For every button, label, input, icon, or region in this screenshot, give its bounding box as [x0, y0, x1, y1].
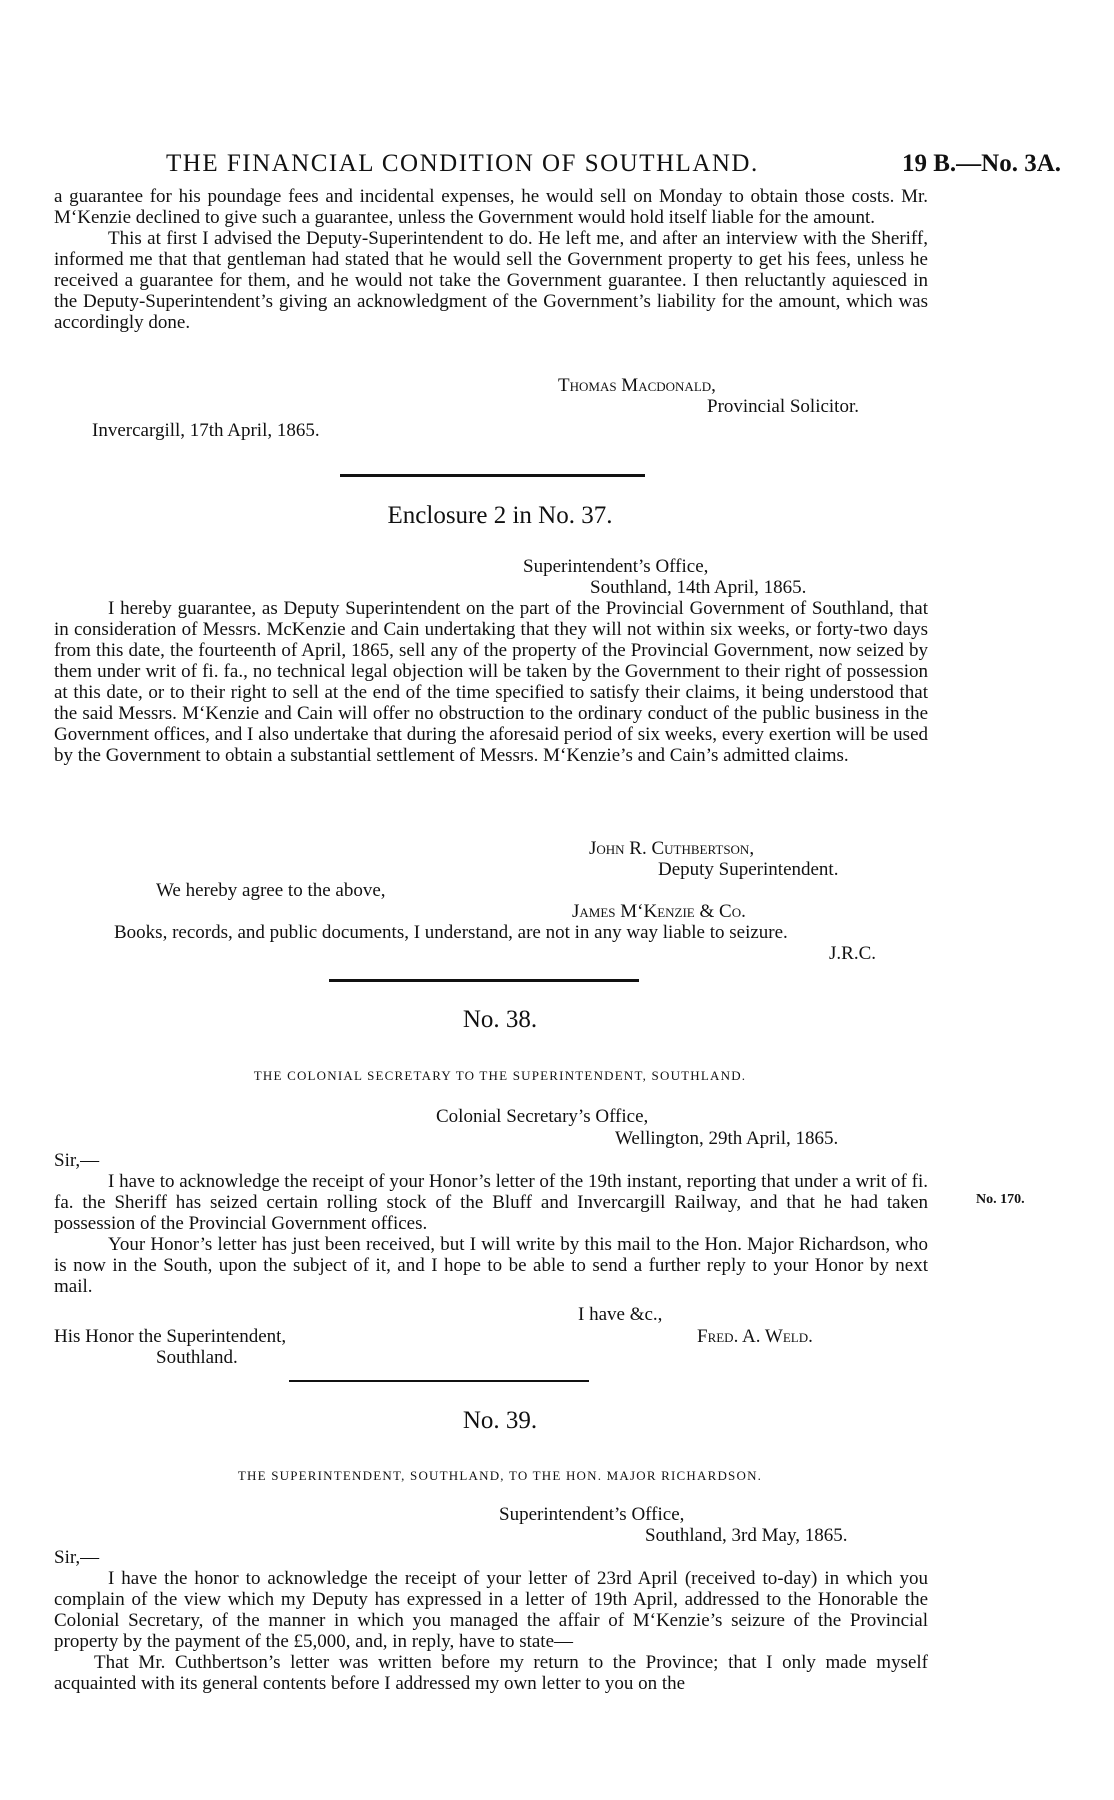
salutation: Sir,— — [54, 1150, 100, 1171]
agreement-line: We hereby agree to the above, — [156, 880, 386, 901]
page-reference-number: 19 B.—No. 3A. — [902, 150, 1062, 177]
paragraph: This at first I advised the Deputy-Superintendent to do. He left me, and after an interview with the Sheriff, informed me that that gentleman had stated that he would sell the Government property to get his fees, unless he received a guarantee for them, and he would not take the Government guarantee. I then reluctantly aquiesced in the Deputy-Superintendent’s giving an acknowledgment of the Government’s liability for the amount, which was accordingly done. — [54, 228, 928, 333]
section-title: No. 39. — [462, 1407, 538, 1434]
section-divider — [340, 474, 645, 477]
office-line: Superintendent’s Office, — [523, 556, 709, 577]
addressee: Southland. — [156, 1347, 238, 1368]
signature-name: Thomas Macdonald, — [558, 375, 716, 396]
guarantee-body — [54, 598, 928, 766]
section-divider — [289, 1380, 589, 1382]
paragraph: I have the honor to acknowledge the receipt of your letter of 23rd April (received to-day) in which you complain of the view which my Deputy has expressed in a letter of 19th April, addressed to the Honorable the Colonial Secretary, of the manner in which you managed the affair of M‘Kenzie’s seizure of the Provincial property by the payment of the £5,000, and, in reply, have to state— — [54, 1568, 928, 1652]
office-line: Superintendent’s Office, — [499, 1504, 685, 1525]
date-line: Southland, 14th April, 1865. — [590, 577, 807, 598]
place-date: Invercargill, 17th April, 1865. — [92, 420, 320, 441]
enclosure-title: Enclosure 2 in No. 37. — [387, 502, 613, 529]
paragraph: a guarantee for his poundage fees and incidental expenses, he would sell on Monday to obtain those costs. Mr. M‘Kenzie declined to give such a guarantee, unless the Government would hold itself liable for the amount. — [54, 186, 928, 228]
date-line: Wellington, 29th April, 1865. — [615, 1128, 839, 1149]
signature-title: Deputy Superintendent. — [658, 859, 839, 880]
paragraph: I hereby guarantee, as Deputy Superintendent on the part of the Provincial Government of Southland, that in consideration of Messrs. McKenzie and Cain undertaking that they will not within six weeks, or forty-two days from this date, the fourteenth of April, 1865, sell any of the property of the Provincial Government, now seized by them under writ of fi. fa., no technical legal objection will be taken by the Government to their right of possession at this date, or to their right to sell at the end of the time specified to satisfy their claims, it being understood that the said Messrs. M‘Kenzie and Cain will offer no obstruction to the ordinary conduct of the public business in the Government offices, and I also undertake that during the aforesaid period of six weeks, every exertion will be used by the Government to obtain a substantial settlement of Messrs. M‘Kenzie’s and Cain’s admitted claims. — [54, 598, 928, 766]
section-divider — [329, 979, 639, 982]
signature-name: John R. Cuthbertson, — [589, 838, 755, 859]
initials: J.R.C. — [829, 943, 876, 964]
letter-body — [54, 1568, 928, 1694]
addressee: His Honor the Superintendent, — [54, 1326, 287, 1347]
section-subtitle: THE SUPERINTENDENT, SOUTHLAND, TO THE HON. MAJOR RICHARDSON. — [237, 1468, 763, 1483]
margin-reference: No. 170. — [976, 1192, 1025, 1207]
page-header-title: THE FINANCIAL CONDITION OF SOUTHLAND. — [166, 150, 759, 177]
paragraph: That Mr. Cuthbertson’s letter was written before my return to the Province; that I only made myself acquainted with its general contents before I addressed my own letter to you on the — [54, 1652, 928, 1694]
letter-body — [54, 1171, 928, 1297]
date-line: Southland, 3rd May, 1865. — [645, 1525, 848, 1546]
paragraph: Your Honor’s letter has just been received, but I will write by this mail to the Hon. Major Richardson, who is now in the South, upon the subject of it, and I hope to be able to send a further reply to your Honor by next mail. — [54, 1234, 928, 1297]
signature-name: Fred. A. Weld. — [697, 1326, 813, 1347]
salutation: Sir,— — [54, 1547, 100, 1568]
paragraph: I have to acknowledge the receipt of your Honor’s letter of the 19th instant, reporting that under a writ of fi. fa. the Sheriff has seized certain rolling stock of the Bluff and Invercargill Railway, and that he had taken possession of the Provincial Government offices. — [54, 1171, 928, 1234]
section-title: No. 38. — [462, 1006, 538, 1033]
closing: I have &c., — [578, 1304, 663, 1325]
letter-continuation — [54, 186, 928, 333]
section-subtitle: THE COLONIAL SECRETARY TO THE SUPERINTENDENT, SOUTHLAND. — [253, 1068, 747, 1083]
books-note: Books, records, and public documents, I understand, are not in any way liable to seizure. — [114, 922, 788, 943]
agreement-signature: James M‘Kenzie & Co. — [572, 901, 746, 922]
signature-title: Provincial Solicitor. — [707, 396, 859, 417]
office-line: Colonial Secretary’s Office, — [436, 1106, 649, 1127]
